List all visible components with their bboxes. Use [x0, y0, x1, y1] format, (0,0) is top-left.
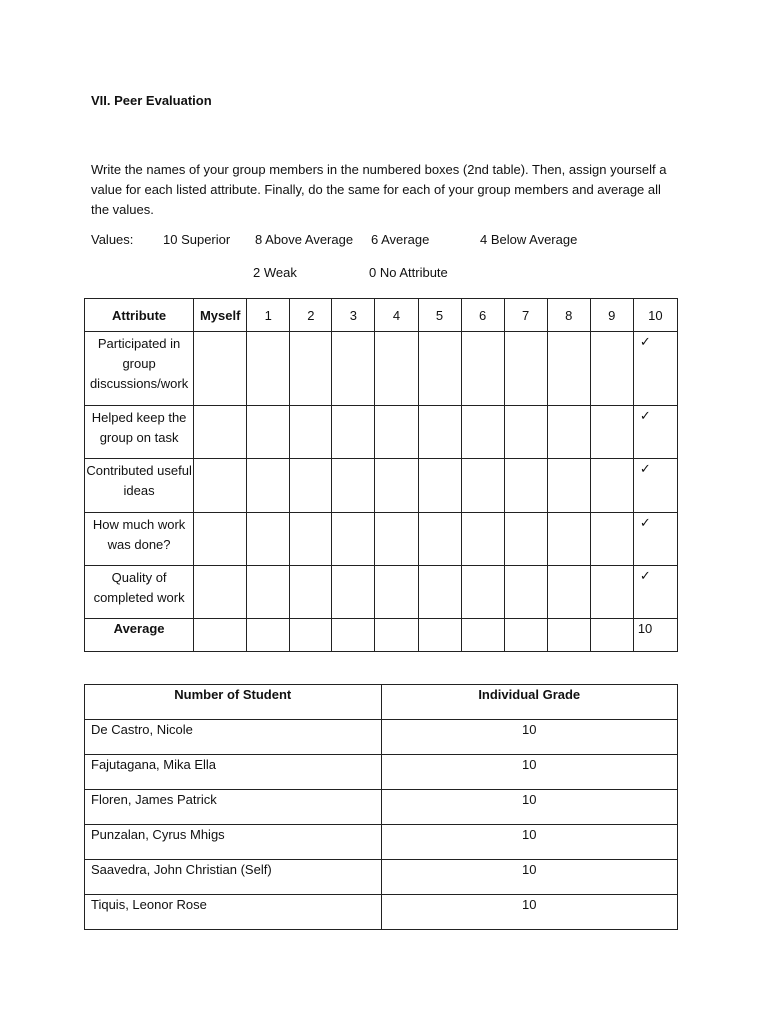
score-cell[interactable]	[547, 566, 590, 619]
score-cell[interactable]	[504, 566, 547, 619]
attribute-cell: Participated in group discussions/work	[85, 332, 194, 406]
header-number-of-student: Number of Student	[85, 685, 382, 720]
score-cell[interactable]	[194, 513, 247, 566]
values-label: Values:	[91, 232, 134, 247]
score-cell[interactable]	[547, 513, 590, 566]
score-cell[interactable]	[590, 566, 633, 619]
attribute-cell: Helped keep the group on task	[85, 406, 194, 459]
score-cell[interactable]	[290, 406, 332, 459]
student-grade[interactable]: 10	[381, 755, 678, 790]
check-mark-cell[interactable]: ✓	[633, 566, 677, 619]
value-no-attribute: 0 No Attribute	[369, 265, 448, 280]
score-cell[interactable]	[461, 459, 504, 513]
score-cell[interactable]	[332, 513, 375, 566]
score-cell[interactable]	[247, 513, 290, 566]
student-grade[interactable]: 10	[381, 720, 678, 755]
score-cell[interactable]	[247, 406, 290, 459]
score-cell[interactable]	[375, 513, 418, 566]
table-row	[85, 513, 678, 566]
check-mark-cell[interactable]: ✓	[633, 406, 677, 459]
score-cell[interactable]	[290, 566, 332, 619]
table-row	[85, 825, 678, 860]
value-superior: 10 Superior	[163, 232, 231, 247]
header-attribute: Attribute	[85, 299, 194, 332]
score-cell[interactable]	[590, 619, 633, 652]
header-member-1: 1	[247, 299, 290, 332]
header-member-2: 2	[290, 299, 332, 332]
score-cell[interactable]	[247, 459, 290, 513]
score-cell[interactable]	[590, 513, 633, 566]
score-cell[interactable]	[290, 513, 332, 566]
score-cell[interactable]	[375, 566, 418, 619]
table-row	[85, 790, 678, 825]
score-cell[interactable]	[332, 459, 375, 513]
value-above-average: 8 Above Average	[255, 232, 354, 247]
header-member-3: 3	[332, 299, 375, 332]
score-cell[interactable]	[418, 332, 461, 406]
score-cell[interactable]	[247, 566, 290, 619]
score-cell[interactable]	[194, 566, 247, 619]
check-mark-cell[interactable]: ✓	[633, 513, 677, 566]
score-cell[interactable]	[461, 332, 504, 406]
student-name: Fajutagana, Mika Ella	[85, 755, 382, 790]
attribute-cell: Contributed useful ideas	[85, 459, 194, 513]
attribute-cell: Quality of completed work	[85, 566, 194, 619]
average-value-cell[interactable]: 10	[633, 619, 677, 652]
score-cell[interactable]	[547, 619, 590, 652]
score-cell[interactable]	[504, 513, 547, 566]
check-mark-cell[interactable]: ✓	[633, 332, 677, 406]
student-name: Tiquis, Leonor Rose	[85, 895, 382, 930]
score-cell[interactable]	[418, 513, 461, 566]
score-cell[interactable]	[332, 566, 375, 619]
score-cell[interactable]	[418, 406, 461, 459]
score-cell[interactable]	[247, 332, 290, 406]
score-cell[interactable]	[332, 619, 375, 652]
score-cell[interactable]	[547, 459, 590, 513]
score-cell[interactable]	[290, 619, 332, 652]
score-cell[interactable]	[590, 332, 633, 406]
table-row	[85, 720, 678, 755]
score-cell[interactable]	[418, 459, 461, 513]
score-cell[interactable]	[290, 332, 332, 406]
score-cell[interactable]	[590, 406, 633, 459]
header-member-9: 9	[590, 299, 633, 332]
table-row	[85, 860, 678, 895]
score-cell[interactable]	[375, 332, 418, 406]
check-mark-cell[interactable]: ✓	[633, 459, 677, 513]
table-row	[85, 332, 678, 406]
score-cell[interactable]	[418, 619, 461, 652]
score-cell[interactable]	[461, 619, 504, 652]
score-cell[interactable]	[504, 619, 547, 652]
score-cell[interactable]	[332, 332, 375, 406]
grades-header-row	[85, 685, 678, 720]
score-cell[interactable]	[547, 406, 590, 459]
value-below-average: 4 Below Average	[480, 232, 578, 247]
eval-header-row	[85, 299, 678, 332]
score-cell[interactable]	[461, 406, 504, 459]
header-individual-grade: Individual Grade	[381, 685, 678, 720]
student-grade[interactable]: 10	[381, 860, 678, 895]
peer-evaluation-table	[84, 298, 678, 652]
student-grade[interactable]: 10	[381, 895, 678, 930]
score-cell[interactable]	[461, 513, 504, 566]
header-member-8: 8	[547, 299, 590, 332]
header-member-10: 10	[633, 299, 677, 332]
table-row	[85, 755, 678, 790]
student-name: Floren, James Patrick	[85, 790, 382, 825]
student-grade[interactable]: 10	[381, 825, 678, 860]
attribute-cell: How much work was done?	[85, 513, 194, 566]
value-average: 6 Average	[371, 232, 430, 247]
student-grade[interactable]: 10	[381, 790, 678, 825]
average-label: Average	[85, 619, 194, 652]
student-name: Saavedra, John Christian (Self)	[85, 860, 382, 895]
score-cell[interactable]	[375, 459, 418, 513]
individual-grades-table	[84, 684, 678, 930]
score-cell[interactable]	[194, 332, 247, 406]
score-cell[interactable]	[504, 459, 547, 513]
header-member-7: 7	[504, 299, 547, 332]
score-cell[interactable]	[332, 406, 375, 459]
score-cell[interactable]	[194, 619, 247, 652]
header-member-6: 6	[461, 299, 504, 332]
score-cell[interactable]	[504, 406, 547, 459]
instructions-text: Write the names of your group members in the numbered boxes (2nd table). Then, assign yourself a value for each listed attribute. Finally, do the same for each of your group members and average all the values.	[91, 162, 667, 217]
score-cell[interactable]	[194, 459, 247, 513]
score-cell[interactable]	[418, 566, 461, 619]
score-cell[interactable]	[194, 406, 247, 459]
score-cell[interactable]	[290, 459, 332, 513]
header-myself: Myself	[194, 299, 247, 332]
table-row	[85, 566, 678, 619]
score-cell[interactable]	[375, 619, 418, 652]
score-cell[interactable]	[547, 332, 590, 406]
student-name: De Castro, Nicole	[85, 720, 382, 755]
score-cell[interactable]	[247, 619, 290, 652]
table-row	[85, 895, 678, 930]
score-cell[interactable]	[504, 332, 547, 406]
section-title: VII. Peer Evaluation	[91, 93, 212, 108]
header-member-5: 5	[418, 299, 461, 332]
score-cell[interactable]	[375, 406, 418, 459]
header-member-4: 4	[375, 299, 418, 332]
score-cell[interactable]	[461, 566, 504, 619]
student-name: Punzalan, Cyrus Mhigs	[85, 825, 382, 860]
table-row	[85, 406, 678, 459]
table-row	[85, 459, 678, 513]
value-weak: 2 Weak	[253, 265, 297, 280]
average-row	[85, 619, 678, 652]
score-cell[interactable]	[590, 459, 633, 513]
